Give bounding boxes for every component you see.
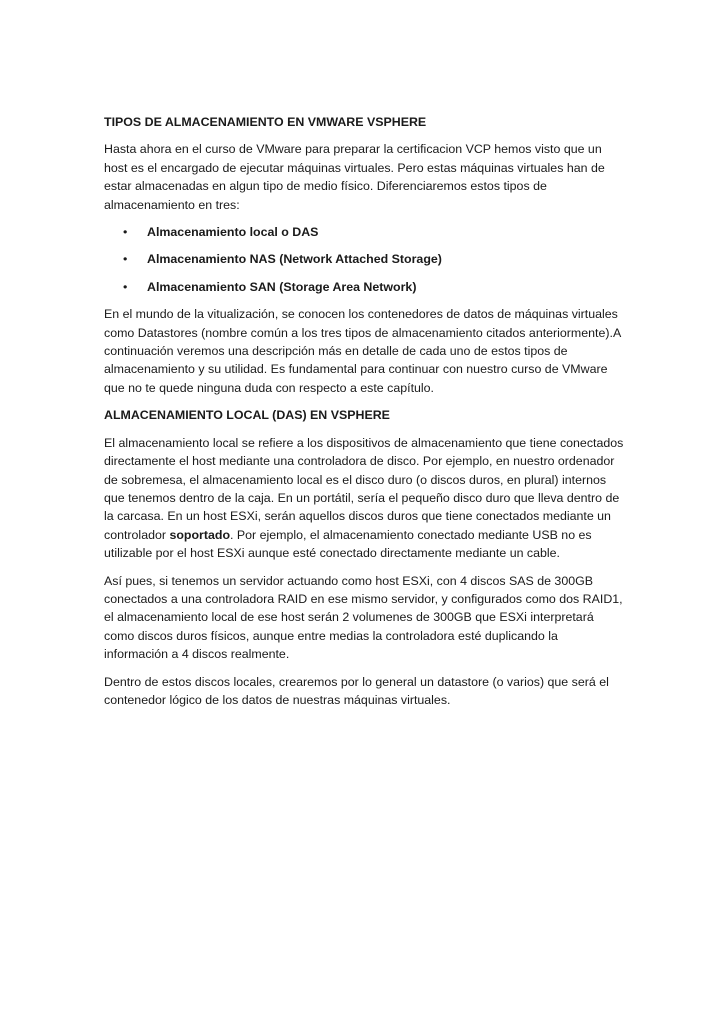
- bullet-icon: •: [123, 252, 128, 267]
- document-page: [104, 113, 624, 718]
- list-item: [104, 223, 624, 241]
- conclusion-paragraph: Dentro de estos discos locales, crearemos por lo general un datastore (o varios) que será el contenedor lógico de los datos de nuestras máquinas virtuales.: [104, 674, 609, 707]
- document-title: TIPOS DE ALMACENAMIENTO EN VMWARE VSPHERE: [104, 115, 427, 129]
- list-item: [104, 278, 624, 296]
- supported-emphasis: soportado: [169, 527, 231, 542]
- local-storage-paragraph: [104, 434, 624, 563]
- storage-types-list: [104, 223, 624, 296]
- list-item-label: Almacenamiento local o DAS: [147, 225, 319, 240]
- list-item-label: Almacenamiento SAN (Storage Area Network): [147, 279, 417, 294]
- list-item: [104, 250, 624, 268]
- datastores-paragraph: En el mundo de la vitualización, se conocen los contenedores de datos de máquinas virtuales como Datastores (nombre común a los tres tipos de almacenamiento citados anteriormente).A continuación veremos una descripción más en detalle de cada uno de estos tipos de almacenamiento y su utilidad. Es fundamental para continuar con nuestro curso de VMware que no te quede ninguna duda con respecto a este capítulo.: [104, 307, 621, 395]
- bullet-icon: •: [123, 225, 128, 240]
- local-storage-text-part1: El almacenamiento local se refiere a los dispositivos de almacenamiento que tiene conectados directamente el host mediante una controladora de disco. Por ejemplo, en nuestro ordenador de sobremesa, el almacenamiento local es el disco duro (o discos duros, en plural) internos que tenemos dentro de la caja. En un portátil, sería el pequeño disco duro que lleva dentro de la carcasa. En un host ESXi, serán aquellos discos duros que tiene conectados mediante un controlador: [104, 435, 624, 542]
- intro-paragraph: Hasta ahora en el curso de VMware para preparar la certificacion VCP hemos visto que un host es el encargado de ejecutar máquinas virtuales. Pero estas máquinas virtuales han de estar almacenadas en algun tipo de medio físico. Diferenciaremos estos tipos de almacenamiento en tres:: [104, 142, 605, 212]
- bullet-icon: •: [123, 279, 128, 294]
- local-storage-text-part2: . Por ejemplo, el almacenamiento conectado mediante USB no es utilizable por el host ESXi aunque esté conectado directamente mediante un cable.: [104, 527, 592, 561]
- section-heading-local-das: ALMACENAMIENTO LOCAL (DAS) EN VSPHERE: [104, 408, 390, 423]
- example-paragraph: Así pues, si tenemos un servidor actuando como host ESXi, con 4 discos SAS de 300GB conectados a una controladora RAID en ese mismo servidor, y configurados como dos RAID1, el almacenamiento local de ese host serán 2 volumenes de 300GB que ESXi interpretará como discos duros físicos, aunque entre medias la controladora esté duplicando la información a 4 discos realmente.: [104, 573, 623, 662]
- list-item-label: Almacenamiento NAS (Network Attached Storage): [147, 252, 442, 267]
